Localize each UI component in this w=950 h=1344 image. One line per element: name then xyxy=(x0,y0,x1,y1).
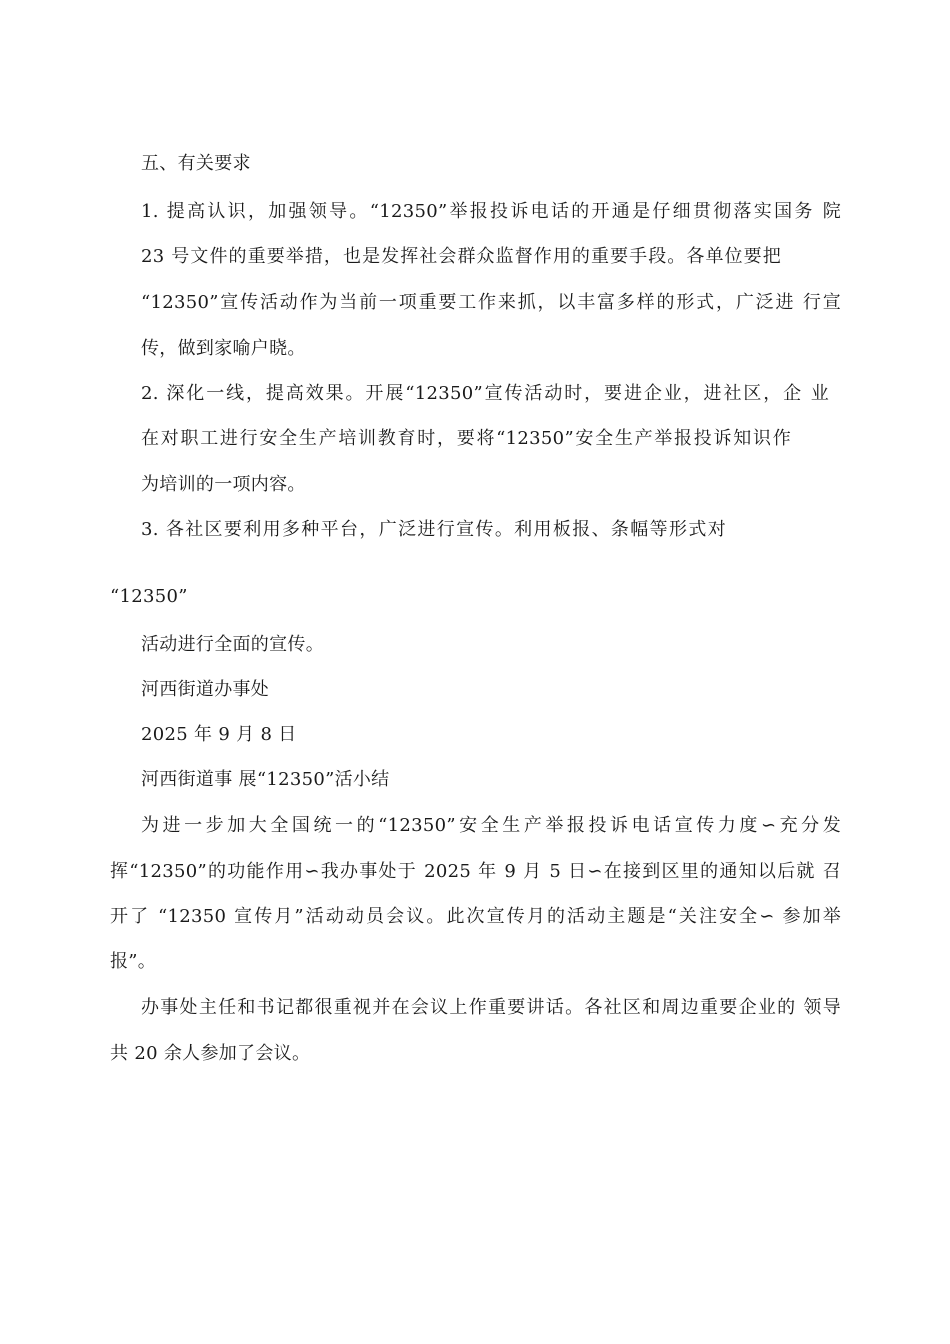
item2-line2: 在对职工进行安全生产培训教育时，要将“12350”安全生产举报投诉知识作 xyxy=(141,428,791,449)
para1-line1: 为进一步加大全国统一的“12350”安全生产举报投诉电话宣传力度∽充分发 xyxy=(141,815,841,836)
item2-line1: 2. 深化一线，提高效果。开展“12350”宣传活动时，要进企业，进社区，企 业 xyxy=(141,383,829,404)
para2-line2: 共 20 余人参加了会议。 xyxy=(110,1043,311,1064)
item3-line2: “12350” xyxy=(110,586,188,607)
item2-line3: 为培训的一项内容。 xyxy=(141,474,306,495)
signature-date: 2025 年 9 月 8 日 xyxy=(141,724,297,745)
item1-line1: 1. 提高认识，加强领导。“12350”举报投诉电话的开通是仔细贯彻落实国务 院 xyxy=(141,201,841,222)
para2-line1: 办事处主任和书记都很重视并在会议上作重要讲话。各社区和周边重要企业的 领导 xyxy=(141,997,841,1018)
section-heading: 五、有关要求 xyxy=(141,153,251,174)
item1-line3: “12350”宣传活动作为当前一项重要工作来抓，以丰富多样的形式，广泛进 行宣 xyxy=(141,292,841,313)
signature-org: 河西街道办事处 xyxy=(141,679,270,700)
para1-line3: 开了 “12350 宣传月”活动动员会议。此次宣传月的活动主题是“关注安全∽ 参加举 xyxy=(110,906,841,927)
para1-line4: 报”。 xyxy=(110,951,157,972)
item3-line3: 活动进行全面的宣传。 xyxy=(141,634,324,655)
item1-line2: 23 号文件的重要举措，也是发挥社会群众监督作用的重要手段。各单位要把 xyxy=(141,246,781,267)
item3-line1: 3. 各社区要利用多种平台，广泛进行宣传。利用板报、条幅等形式对 xyxy=(141,519,726,540)
summary-title: 河西街道事 展“12350”活小结 xyxy=(141,769,390,790)
item1-line4: 传，做到家喻户晓。 xyxy=(141,338,306,359)
para1-line2: 挥“12350”的功能作用∽我办事处于 2025 年 9 月 5 日∽在接到区里的通知以后就 召 xyxy=(110,861,841,882)
